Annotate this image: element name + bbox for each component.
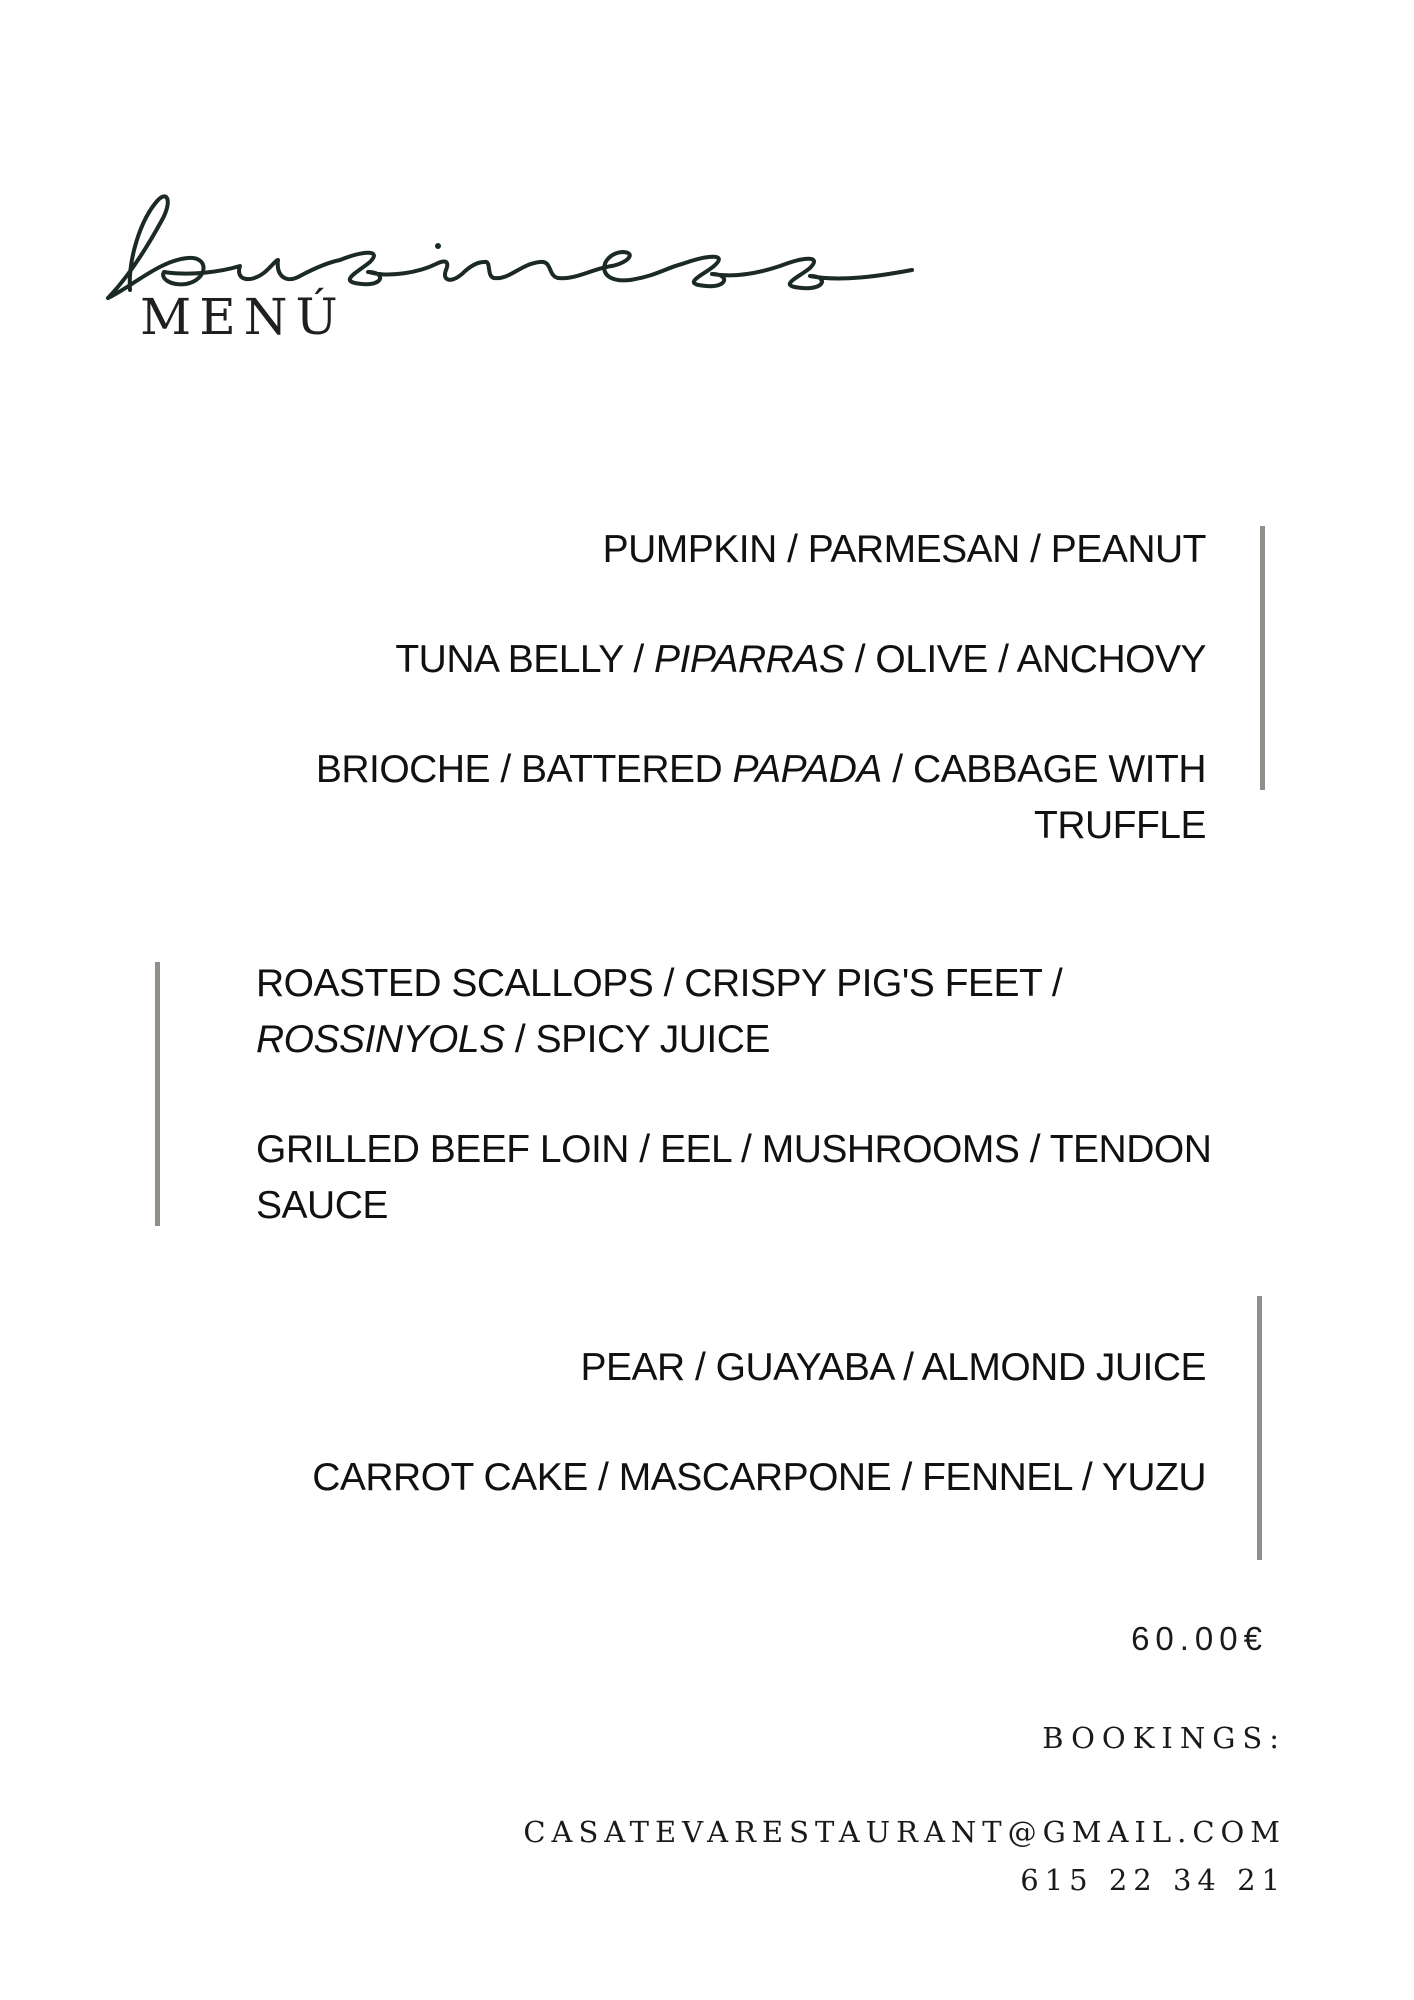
course-starters [270, 522, 1206, 854]
dish-item [270, 742, 1206, 854]
course-divider-bar [1257, 1296, 1262, 1560]
menu-price: 60.00€ [1131, 1620, 1268, 1657]
dish-ingredient-text: / CABBAGE WITH TRUFFLE [881, 748, 1206, 847]
dish-item [270, 1340, 1206, 1396]
dish-item [270, 632, 1206, 688]
dish-item [256, 956, 1236, 1068]
dish-ingredient-text: GRILLED BEEF LOIN / EEL / MUSHROOMS / TENDON SAUCE [256, 1128, 1212, 1227]
contact-phone[interactable]: 615 22 34 21 [1020, 1863, 1286, 1897]
dish-item [270, 522, 1206, 578]
course-desserts [270, 1340, 1206, 1506]
dish-ingredient-text: CARROT CAKE / MASCARPONE / FENNEL / YUZU [312, 1456, 1206, 1499]
dish-ingredient-italic: PIPARRAS [654, 638, 845, 681]
menu-subtitle: MENÚ [140, 288, 346, 346]
dish-ingredient-text: PEAR / GUAYABA / ALMOND JUICE [580, 1346, 1206, 1389]
course-divider-bar [155, 962, 160, 1226]
dish-item [256, 1122, 1236, 1234]
dish-ingredient-italic: ROSSINYOLS [256, 1018, 505, 1061]
bookings-label: BOOKINGS: [1042, 1721, 1286, 1755]
dish-ingredient-text: PUMPKIN / PARMESAN / PEANUT [602, 528, 1206, 571]
contact-email[interactable]: CASATEVARESTAURANT@GMAIL.COM [523, 1815, 1286, 1849]
dish-ingredient-text: / SPICY JUICE [504, 1018, 770, 1061]
dish-ingredient-text: BRIOCHE / BATTERED [315, 748, 733, 791]
dish-ingredient-italic: PAPADA [732, 748, 882, 791]
dish-ingredient-text: TUNA BELLY / [395, 638, 655, 681]
course-mains [256, 956, 1236, 1234]
dish-ingredient-text: ROASTED SCALLOPS / CRISPY PIG'S FEET / [256, 962, 1063, 1005]
dish-ingredient-text: / OLIVE / ANCHOVY [844, 638, 1206, 681]
contact-block [523, 1808, 1286, 1904]
course-divider-bar [1260, 526, 1265, 790]
dish-item [270, 1450, 1206, 1506]
